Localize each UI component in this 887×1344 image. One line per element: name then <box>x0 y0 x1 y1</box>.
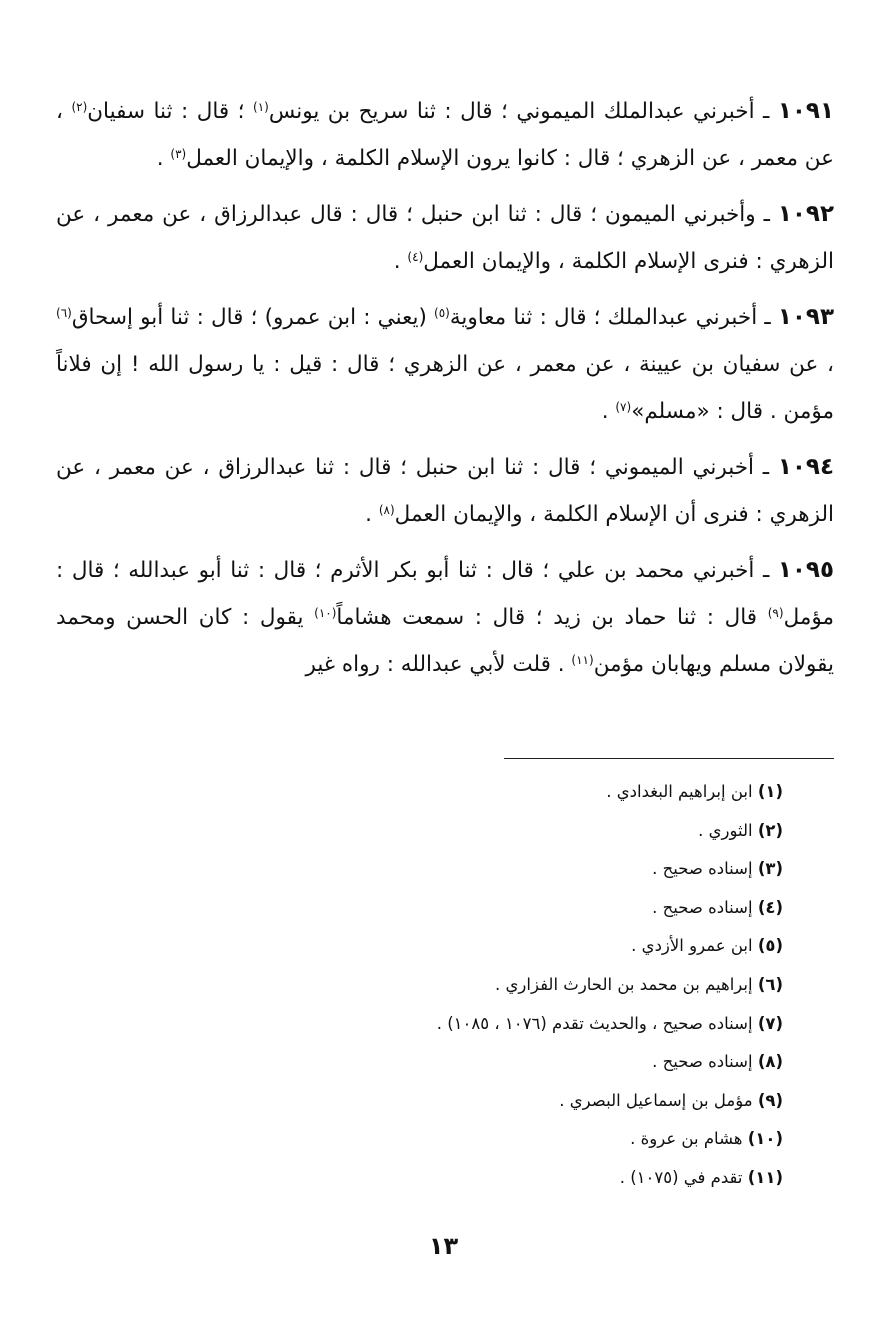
footnote-text: الثوري . <box>698 820 753 840</box>
footnote-marker: (١٠) <box>314 606 337 620</box>
hadith-number: ١٠٩٣ <box>777 304 835 330</box>
footnote-text: إبراهيم بن محمد بن الحارث الفزاري . <box>495 974 753 994</box>
paragraph-text: ـ أخبرني محمد بن علي ؛ قال : ثنا أبو بكر الأثرم ؛ قال : ثنا أبو عبدالله ؛ قال : مؤمل <box>56 558 834 630</box>
footnotes-list <box>183 773 783 1198</box>
hadith-paragraph <box>56 444 834 538</box>
footnote-item <box>183 889 783 928</box>
paragraph-text: . <box>601 399 616 424</box>
paragraph-text: . <box>156 146 171 171</box>
hadith-number: ١٠٩٥ <box>777 557 834 583</box>
paragraph-text: ـ أخبرني عبدالملك ؛ قال : ثنا معاوية <box>449 305 778 330</box>
footnote-text: إسناده صحيح . <box>652 859 753 879</box>
footnote-marker: (٦) <box>56 306 72 320</box>
hadith-paragraph <box>56 547 834 688</box>
footnote-marker: (٤) <box>407 250 424 264</box>
paragraph-text: قال : ثنا حماد بن زيد ؛ قال : سمعت هشاماً <box>336 605 768 630</box>
footnote-text: مؤمل بن إسماعيل البصري . <box>559 1090 753 1110</box>
footnote-text: ابن عمرو الأزدي . <box>631 936 753 956</box>
footnote-number: (١) <box>757 782 783 801</box>
hadith-number: ١٠٩١ <box>777 98 834 124</box>
paragraph-text: (يعني : ابن عمرو) ؛ قال : ثنا أبو إسحاق <box>71 305 435 330</box>
footnote-marker: (٨) <box>378 503 395 517</box>
footnote-number: (١٠) <box>747 1129 783 1149</box>
footnote-text: هشام بن عروة . <box>630 1129 743 1149</box>
paragraph-text: يقول : كان الحسن ومحمد يقولان مسلم ويهابان مؤمن <box>56 605 834 677</box>
paragraph-text: ؛ قال : ثنا سفيان <box>87 99 253 124</box>
footnote-number: (٣) <box>757 859 783 879</box>
footnote-item <box>183 1005 783 1044</box>
footnote-number: (٦) <box>757 974 783 994</box>
main-text <box>56 88 834 697</box>
footnote-item <box>183 1082 783 1121</box>
footnote-number: (٧) <box>757 1013 783 1033</box>
paragraph-text: ـ أخبرني الميموني ؛ قال : ثنا ابن حنبل ؛ قال : ثنا عبدالرزاق ، عن معمر ، عن الزهري : فنرى أن الإسلام الكلمة ، والإيمان العمل <box>56 455 834 527</box>
footnote-separator <box>504 758 834 759</box>
footnote-item <box>183 812 783 851</box>
paragraph-text: . <box>365 502 379 527</box>
page-number: ١٣ <box>428 1232 459 1260</box>
footnote-item <box>183 773 783 812</box>
paragraph-text: ، عن معمر ، عن الزهري ؛ قال : كانوا يرون الإسلام الكلمة ، والإيمان العمل <box>56 99 834 171</box>
footnote-item <box>183 850 783 889</box>
footnote-marker: (٥) <box>434 306 450 320</box>
hadith-paragraph <box>56 88 834 182</box>
footnote-marker: (٩) <box>767 606 784 620</box>
footnote-text: إسناده صحيح ، والحديث تقدم (١٠٧٦ ، ١٠٨٥) . <box>436 1013 753 1033</box>
footnote-number: (١١) <box>747 1167 783 1187</box>
footnote-item <box>183 927 783 966</box>
footnote-marker: (١) <box>253 100 269 114</box>
footnote-marker: (٣) <box>170 147 187 161</box>
hadith-paragraph <box>56 294 834 435</box>
hadith-paragraph <box>56 191 834 285</box>
footnote-item <box>183 1043 783 1082</box>
footnote-text: تقدم في (١٠٧٥) . <box>619 1167 743 1187</box>
footnote-marker: (٧) <box>615 400 632 414</box>
footnote-number: (٤) <box>757 897 783 917</box>
hadith-number: ١٠٩٤ <box>777 454 834 480</box>
hadith-number: ١٠٩٢ <box>777 201 834 227</box>
footnote-item <box>183 1159 783 1198</box>
footnote-text: إسناده صحيح . <box>652 897 753 917</box>
footnote-text: إسناده صحيح . <box>652 1052 753 1072</box>
paragraph-text: ـ وأخبرني الميمون ؛ قال : ثنا ابن حنبل ؛ قال : قال عبدالرزاق ، عن معمر ، عن الزهري : فنرى الإسلام الكلمة ، والإيمان العمل <box>56 202 834 274</box>
footnote-item <box>183 1120 783 1159</box>
footnote-marker: (١١) <box>571 653 594 667</box>
footnote-number: (٩) <box>757 1090 783 1110</box>
footnote-number: (٢) <box>757 820 783 840</box>
footnote-number: (٥) <box>757 936 783 956</box>
footnote-text: ابن إبراهيم البغدادي . <box>606 782 753 801</box>
footnote-item <box>183 966 783 1005</box>
paragraph-text: . قلت لأبي عبدالله : رواه غير <box>305 652 572 677</box>
paragraph-text: . <box>393 249 408 274</box>
paragraph-text: ، عن سفيان بن عيينة ، عن معمر ، عن الزهري ؛ قال : قيل : يا رسول الله ! إن فلاناً مؤمن . قال : «مسلم» <box>56 352 834 424</box>
paragraph-text: ـ أخبرني عبدالملك الميموني ؛ قال : ثنا سريح بن يونس <box>268 99 778 124</box>
footnote-marker: (٢) <box>71 100 88 114</box>
footnote-number: (٨) <box>757 1052 783 1072</box>
